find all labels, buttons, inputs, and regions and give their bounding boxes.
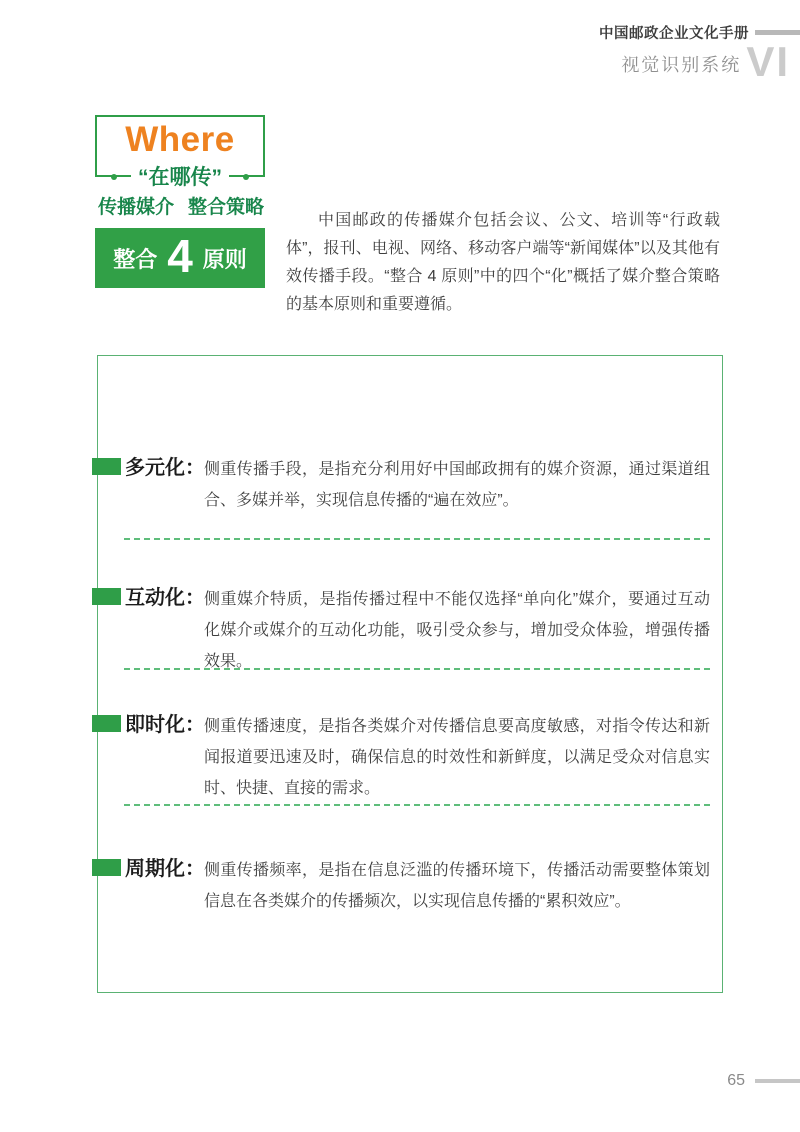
page-header	[599, 22, 800, 85]
badge-suffix: 原则	[202, 246, 247, 272]
bullet-square-icon	[92, 588, 121, 605]
badge-prefix: 整合	[113, 246, 158, 272]
bullet-square-icon	[92, 458, 121, 475]
topic-media: 传播媒介	[98, 197, 175, 218]
book-title: 中国邮政企业文化手册	[599, 26, 749, 42]
principle-description: 侧重传播手段，是指充分利用好中国邮政拥有的媒介资源，通过渠道组合、多媒并举，实现信息传播的“遍在效应”。	[204, 461, 710, 509]
principle-description: 侧重媒介特质，是指传播过程中不能仅选择“单向化”媒介，要通过互动化媒介或媒介的互动化功能，吸引受众参与，增加受众体验，增强传播效果。	[204, 591, 710, 670]
integration-4-principles-badge	[95, 228, 265, 288]
bullet-square-icon	[92, 859, 121, 876]
header-subtitle-row	[599, 38, 800, 85]
dot-icon	[243, 174, 249, 180]
principle-label: 周期化：	[125, 858, 205, 880]
where-title-box	[95, 115, 265, 189]
footer-rule-bar	[755, 1079, 800, 1083]
principle-label: 多元化：	[125, 457, 205, 479]
dot-icon	[111, 174, 117, 180]
dashed-divider	[124, 668, 710, 670]
principle-label: 互动化：	[125, 587, 205, 609]
principle-description: 侧重传播速度，是指各类媒介对传播信息要高度敏感，对指令传达和新闻报道要迅速及时，确保信息的时效性和新鲜度，以满足受众对信息实时、快捷、直接的需求。	[204, 718, 710, 797]
section-title: 视觉识别系统	[621, 55, 742, 75]
dashed-divider	[124, 538, 710, 540]
section-code: VI	[746, 38, 790, 85]
where-topics	[98, 192, 264, 219]
principle-label: 即时化：	[125, 714, 205, 736]
header-rule-bar	[755, 30, 800, 35]
topic-strategy: 整合策略	[187, 197, 264, 218]
badge-number: 4	[167, 230, 193, 282]
page-footer	[727, 1072, 800, 1090]
principles-box	[97, 355, 723, 993]
dashed-divider	[124, 804, 710, 806]
page-number: 65	[727, 1072, 745, 1089]
where-title: Where	[125, 120, 235, 159]
principle-description: 侧重传播频率，是指在信息泛滥的传播环境下，传播活动需要整体策划信息在各类媒介的传播频次，以实现信息传播的“累积效应”。	[204, 862, 710, 910]
bullet-square-icon	[92, 715, 121, 732]
where-subtitle: “在哪传”	[131, 161, 229, 191]
intro-paragraph: 中国邮政的传播媒介包括会议、公文、培训等“行政载体”，报刊、电视、网络、移动客户端等“新闻媒体”以及其他有效传播手段。“整合 4 原则”中的四个“化”概括了媒介整合策略的基本原则和重要遵循。	[286, 212, 720, 313]
